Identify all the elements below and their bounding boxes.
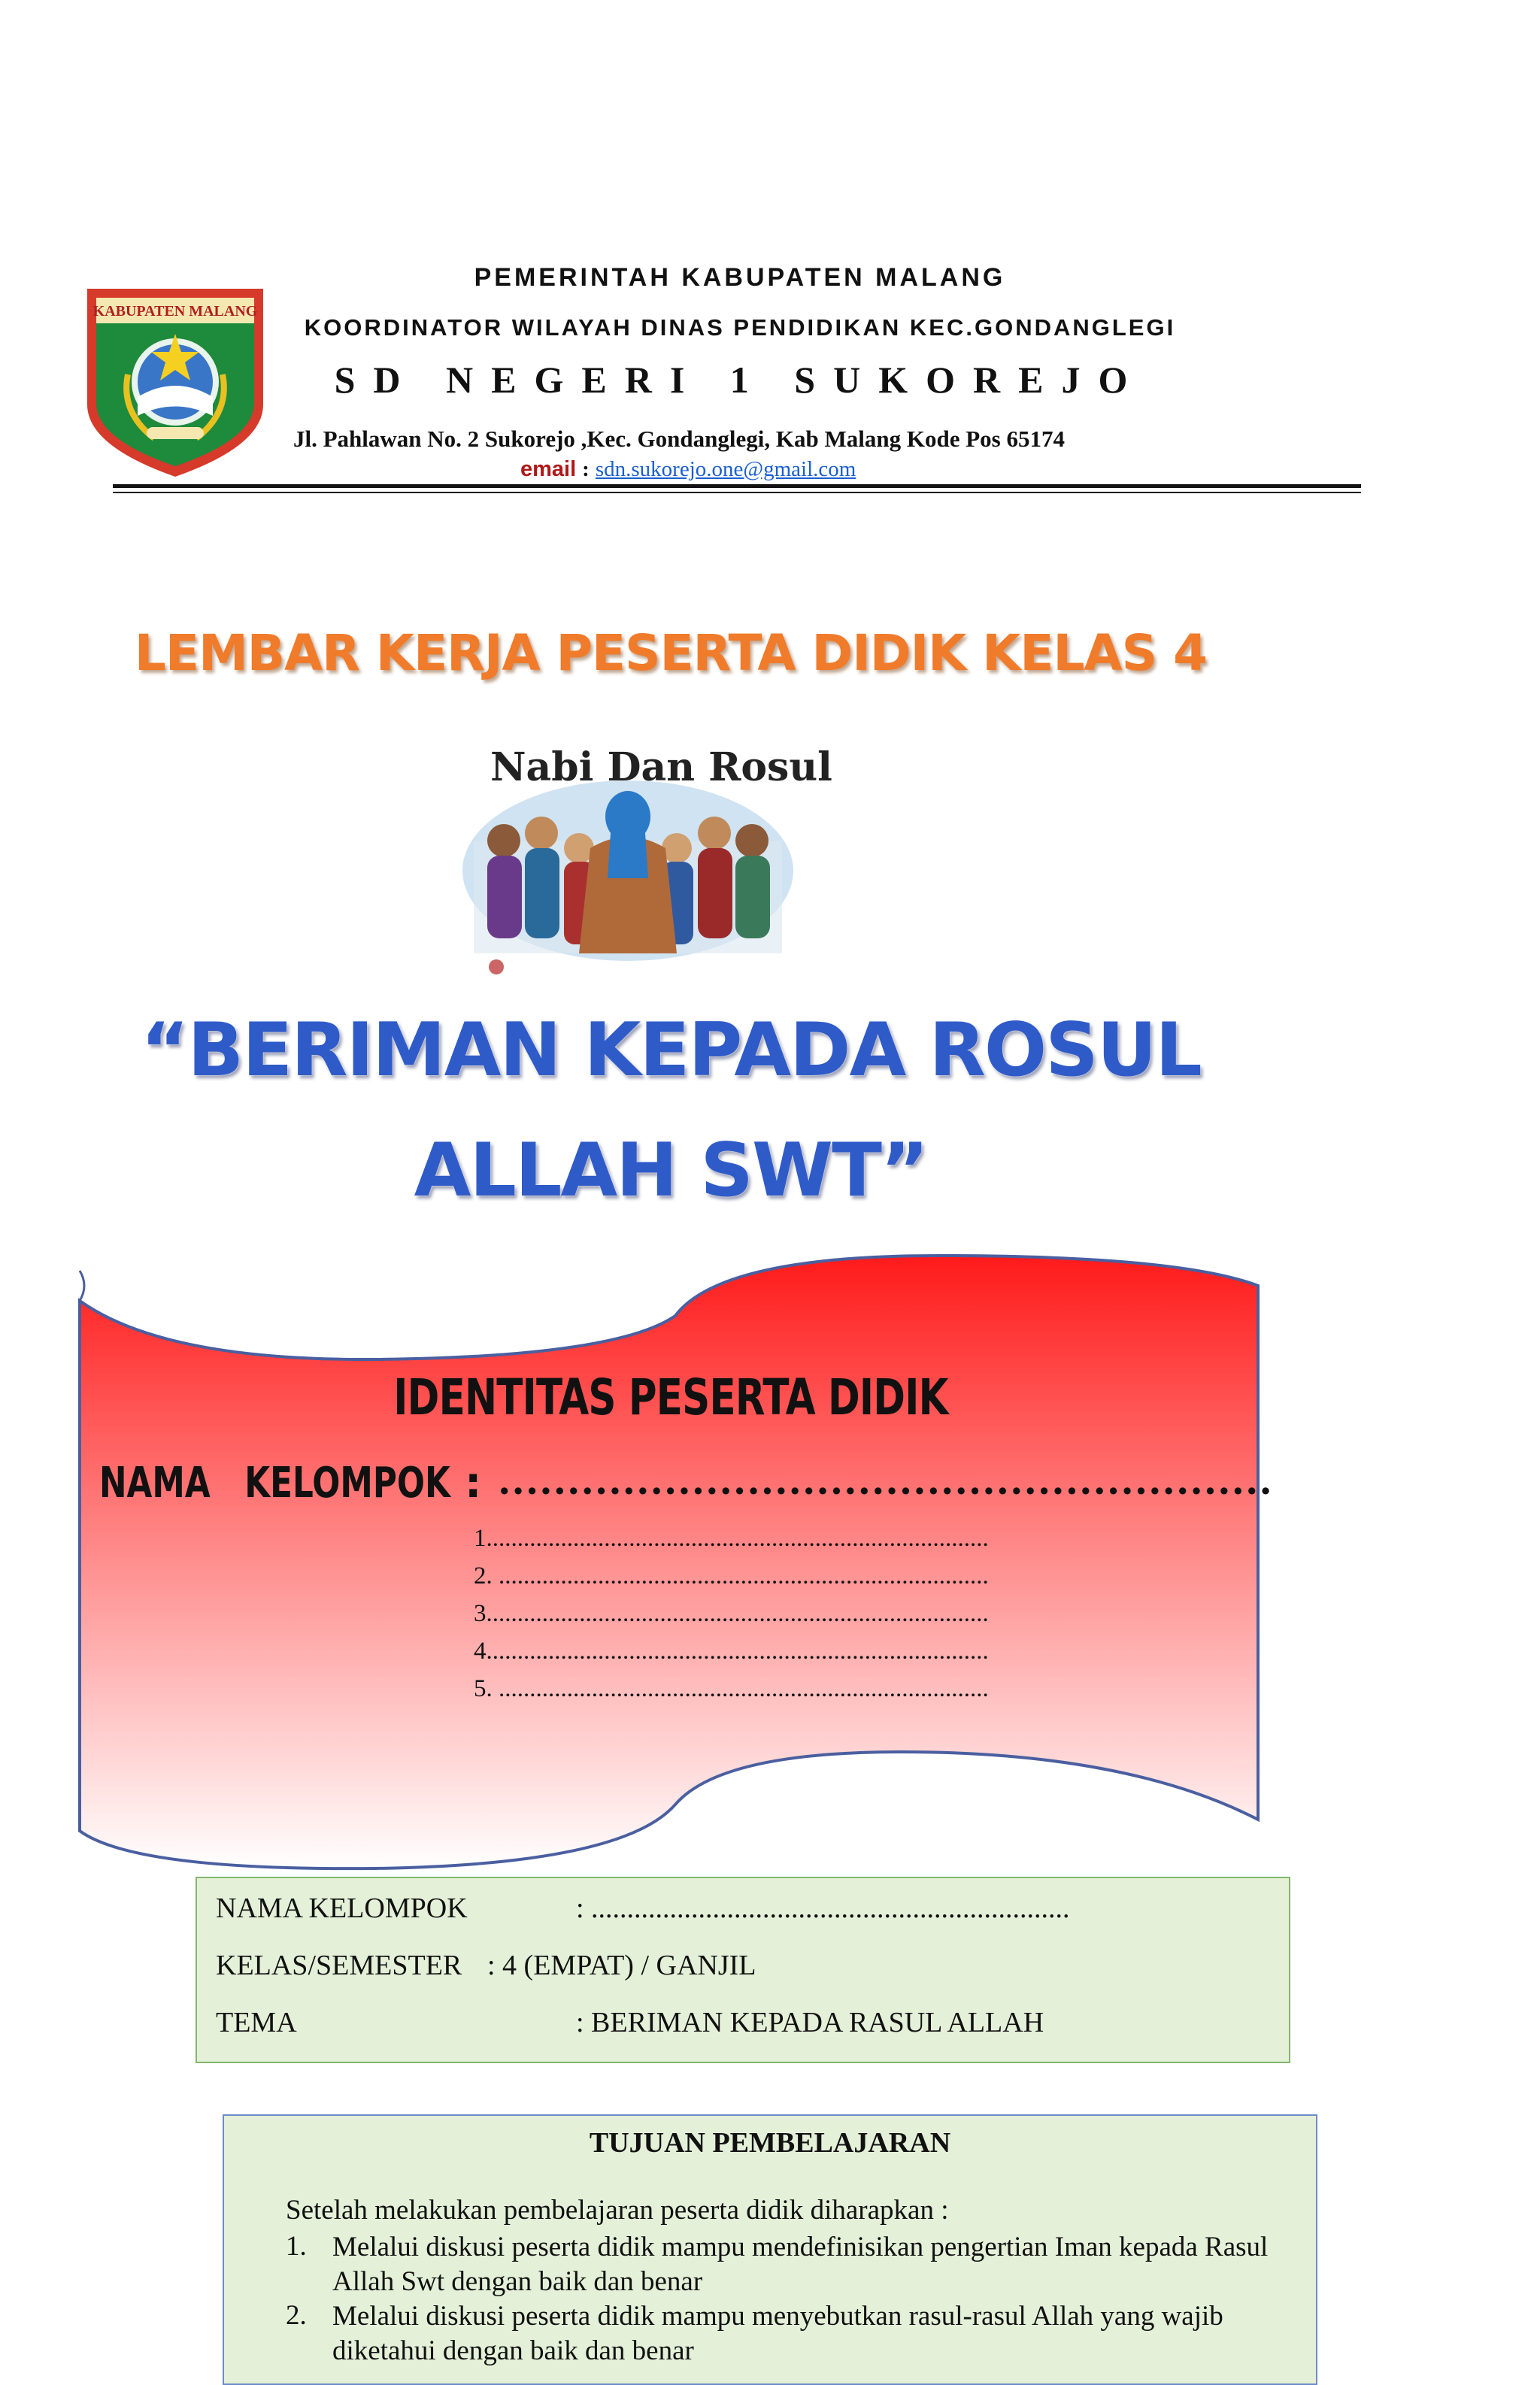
letterhead-coordinator: KOORDINATOR WILAYAH DINAS PENDIDIKAN KEC.GONDANGLEGI [304, 314, 1176, 341]
member-line[interactable]: 5. ............................................................................... [474, 1675, 989, 1702]
logo-text: KABUPATEN MALANG [92, 303, 258, 320]
letterhead-school-name: SD NEGERI 1 SUKOREJO [334, 359, 1146, 401]
group-name-label: NAMA KELOMPOK [99, 1459, 450, 1508]
identity-title: IDENTITAS PESERTA DIDIK [393, 1368, 948, 1426]
email-label: email [520, 457, 577, 481]
info-group-value[interactable]: : ................................................................... [576, 1893, 1070, 1924]
member-line[interactable]: 4................................................................................. [474, 1638, 989, 1665]
learning-objectives-intro: Setelah melakukan pembelajaran peserta didik diharapkan : [286, 2195, 949, 2226]
email-colon: : [582, 457, 590, 481]
member-line[interactable]: 3................................................................................. [474, 1600, 989, 1627]
topic-image-label: Nabi Dan Rosul [490, 744, 832, 790]
letterhead-rule-thick [113, 484, 1361, 488]
main-title-line1: “BERIMAN KEPADA ROSUL [141, 1008, 1201, 1093]
group-name-field[interactable]: ........................................................ [498, 1459, 1273, 1503]
info-class-value: : 4 (EMPAT) / GANJIL [487, 1950, 756, 1981]
letterhead-rule-thin [113, 492, 1361, 493]
letterhead-address: Jl. Pahlawan No. 2 Sukorejo ,Kec. Gondanglegi, Kab Malang Kode Pos 65174 [293, 426, 1065, 452]
info-theme-value: : BERIMAN KEPADA RASUL ALLAH [576, 2007, 1044, 2038]
group-name-colon: : [465, 1459, 482, 1508]
objective-text: Melalui diskusi peserta didik mampu menyebutkan rasul-rasul Allah yang wajib diketahui dengan baik dan benar [332, 2301, 1223, 2366]
member-line[interactable]: 1................................................................................. [474, 1525, 989, 1552]
member-line[interactable]: 2. ............................................................................... [474, 1562, 989, 1589]
letterhead-email [520, 457, 856, 482]
email-link[interactable]: sdn.sukorejo.one@gmail.com [595, 457, 856, 481]
main-title-line2: ALLAH SWT” [414, 1128, 928, 1214]
learning-objectives-title: TUJUAN PEMBELAJARAN [589, 2127, 951, 2159]
objective-number: 1. [286, 2231, 307, 2262]
info-group-label: NAMA KELOMPOK [216, 1893, 468, 1924]
worksheet-title: LEMBAR KERJA PESERTA DIDIK KELAS 4 [134, 624, 1208, 682]
objective-text: Melalui diskusi peserta didik mampu mendefinisikan pengertian Iman kepada Rasul Allah Swt dengan baik dan benar [332, 2232, 1269, 2297]
identity-banner [74, 1233, 1265, 1875]
letterhead-government: PEMERINTAH KABUPATEN MALANG [474, 263, 1006, 292]
info-class-label: KELAS/SEMESTER [216, 1950, 462, 1981]
objective-number: 2. [286, 2300, 307, 2331]
info-theme-label: TEMA [216, 2007, 297, 2038]
